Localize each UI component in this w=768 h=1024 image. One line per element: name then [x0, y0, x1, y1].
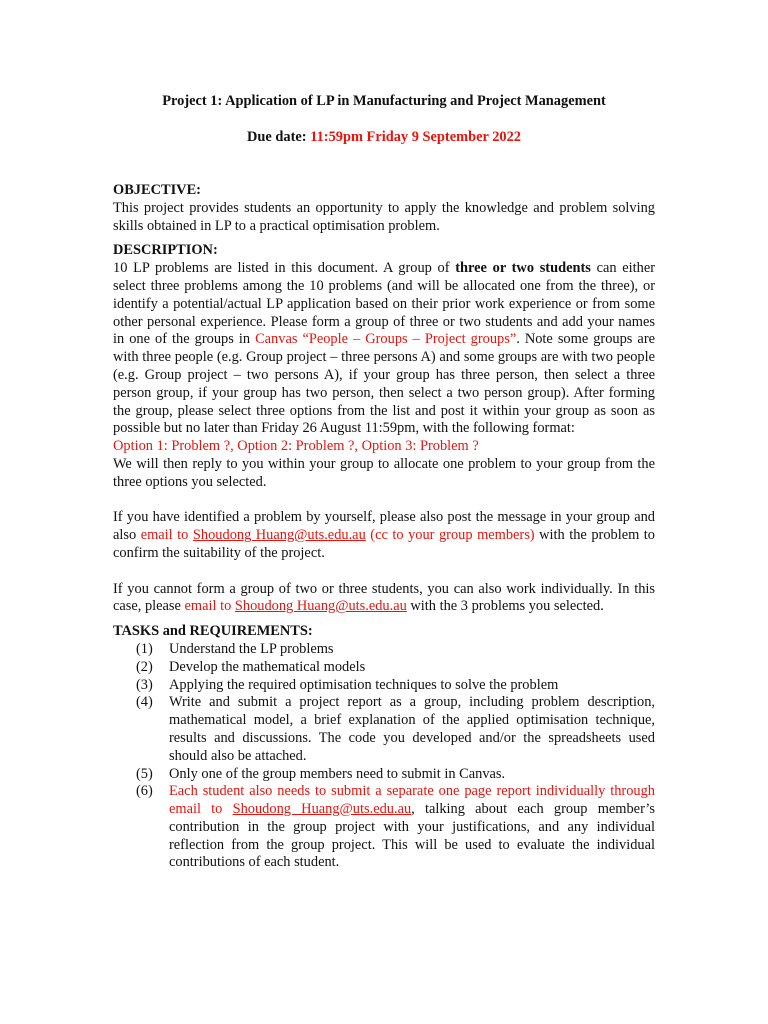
individual-report-requirement: Each student also needs to submit a separate one page report individually through email to — [169, 783, 655, 818]
email-link[interactable]: Shoudong Huang@uts.edu.au — [192, 527, 366, 544]
email-to-text: email to — [140, 527, 193, 544]
objective-heading: OBJECTIVE: — [113, 182, 201, 198]
description-paragraph — [113, 260, 655, 438]
list-number: (5) — [136, 765, 153, 782]
list-item — [113, 766, 655, 784]
list-item-text: Write and submit a project report as a group, including problem description, mathematical model, a brief explanation of the applied optimisation technique, results and discussions. The code you developed and/or the spreadsheets used should also be attached. — [169, 694, 655, 764]
reply-text: We will then reply to you within your group to allocate one problem to your group from the three options you selected. — [113, 455, 655, 490]
list-item — [113, 677, 655, 695]
list-item-text: Only one of the group members need to submit in Canvas. — [169, 765, 506, 782]
list-item — [113, 694, 655, 765]
tasks-heading: TASKS and REQUIREMENTS: — [113, 623, 313, 640]
description-text-c: . Note some groups are with three people (e.g. Group project – three persons A) and some groups are with two people (e.g. Group project – two persons A), if your group has three person, then select a three person group, if your group has two person, then select a two person group). After forming the group, please select three options from the list and post it within your group as soon as possible but no later than Friday 26 August 11:59pm, with the following format: — [113, 331, 656, 437]
list-item-text: Applying the required optimisation techniques to solve the problem — [169, 676, 559, 693]
list-number: (3) — [136, 676, 153, 693]
email-link[interactable]: Shoudong Huang@uts.edu.au — [232, 801, 412, 818]
due-date-line — [0, 129, 768, 147]
list-number: (2) — [136, 658, 153, 675]
list-number: (4) — [136, 694, 153, 711]
list-item-text: Understand the LP problems — [169, 640, 334, 657]
document-body — [113, 182, 655, 872]
objective-text: This project provides students an opportunity to apply the knowledge and problem solving skills obtained in LP to a practical optimisation problem. — [113, 199, 655, 234]
email-link[interactable]: Shoudong Huang@uts.edu.au — [234, 598, 407, 615]
description-text-b: can either select three problems among the 10 problems (and will be allocated one from the three), or identify a potential/actual LP application based on their prior work experience or from some other personal experience. Please form a group of three or two students and add your names in one of the groups in — [113, 260, 655, 348]
email-to-text: email to — [184, 598, 235, 615]
list-number: (6) — [136, 783, 153, 800]
group-size-emphasis: three or two students — [455, 260, 591, 277]
individual-report-details: , talking about each group member’s contribution in the group project with your justifications, and any individual reflection from the group project. This will be used to evaluate the individual contributions of each student. — [169, 801, 655, 871]
option-format-line: Option 1: Problem ?, Option 2: Problem ?, Option 3: Problem ? — [113, 438, 479, 455]
self-identified-text-a: If you have identified a problem by yourself, please also post the message in your group and also — [113, 509, 655, 544]
individual-work-text-b: with the 3 problems you selected. — [406, 598, 604, 615]
cc-note: (cc to your group members) — [365, 527, 535, 544]
description-text-a: 10 LP problems are listed in this document. A group of — [113, 260, 456, 277]
list-item — [113, 659, 655, 677]
list-item-text: Develop the mathematical models — [169, 658, 366, 675]
list-number: (1) — [136, 640, 153, 657]
due-date-label: Due date: — [247, 129, 307, 145]
due-date-value: 11:59pm Friday 9 September 2022 — [310, 129, 521, 145]
individual-work-paragraph — [113, 581, 655, 617]
individual-work-text-a: If you cannot form a group of two or three students, you can also work individually. In this case, please — [113, 580, 655, 615]
description-heading: DESCRIPTION: — [113, 242, 218, 259]
self-identified-text-b: with the problem to confirm the suitability of the project. — [113, 527, 655, 561]
self-identified-paragraph — [113, 509, 655, 562]
list-item — [113, 641, 655, 659]
canvas-groups-path: Canvas “People – Groups – Project groups” — [255, 331, 517, 348]
list-item-text — [169, 783, 655, 872]
document-title: Project 1: Application of LP in Manufacturing and Project Management — [162, 93, 606, 109]
list-item — [113, 783, 655, 872]
tasks-list — [113, 641, 655, 872]
